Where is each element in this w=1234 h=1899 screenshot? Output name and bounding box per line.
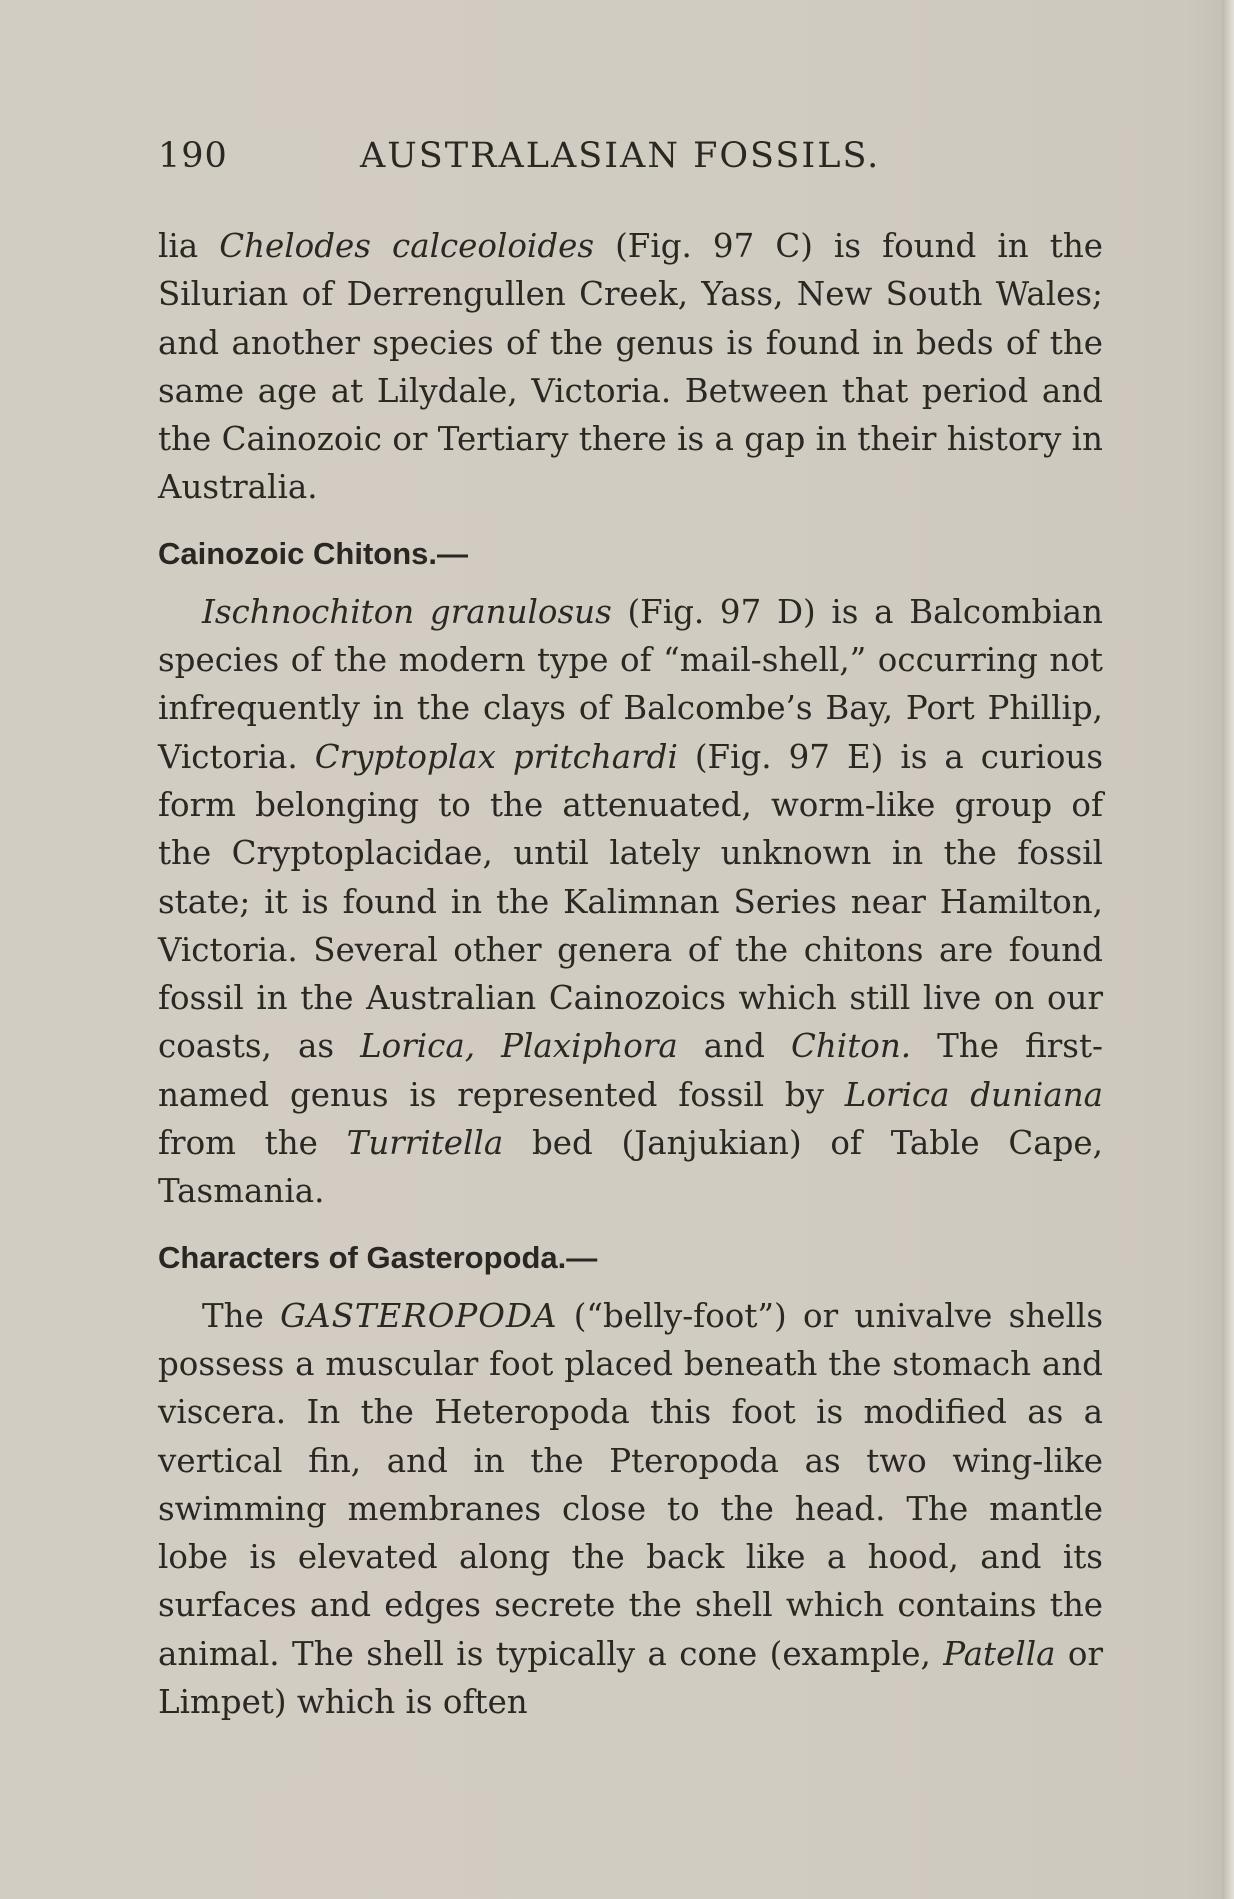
page-content — [158, 222, 1103, 1726]
taxon-name: Chelodes calceoloides — [219, 227, 595, 265]
paragraph-cainozoic-chitons: Ischnochiton granulosus (Fig. 97 D) is a Balcombian species of the modern type of “mail-shell,” occurring not infrequently in the clays of Balcombe’s Bay, Port Phillip, Victoria. Cryptoplax pritchardi (Fig. 97 E) is a curious form belonging to the attenuated, worm-like group of the Cryptoplacidae, until lately unknown in the fossil state; it is found in the Kalimnan Series near Hamilton, Victoria. Several other genera of the chitons are found fossil in the Australian Cainozoics which still live on our coasts, as Lorica, Plaxiphora and Chiton. The first-named genus is represented fossil by Lorica duniana from the Turritella bed (Janjukian) of Table Cape, Tasmania. — [158, 592, 1104, 1211]
page-number: 190 — [158, 136, 228, 176]
taxon-name: Lorica duniana — [844, 1075, 1103, 1114]
page-edge — [1222, 0, 1234, 1899]
taxon-name: Cryptoplax pritchardi — [314, 737, 678, 776]
taxon-name: Ischnochiton granulosus — [202, 592, 612, 631]
taxon-name: Patella — [943, 1634, 1056, 1673]
section-heading-cainozoic-chitons: Cainozoic Chitons.— — [158, 535, 468, 571]
section-heading-gasteropoda: Characters of Gasteropoda.— — [158, 1239, 598, 1275]
running-title: AUSTRALASIAN FOSSILS. — [360, 136, 881, 176]
taxon-name: Chiton. — [791, 1027, 912, 1066]
taxon-name: Lorica, Plaxiphora — [360, 1027, 678, 1066]
running-header — [158, 136, 1118, 180]
taxon-name: GASTEROPODA — [280, 1296, 558, 1335]
paragraph-gasteropoda: The GASTEROPODA (“belly-foot”) or univalve shells possess a muscular foot placed beneath the stomach and viscera. In the Heteropoda this foot is modified as a vertical fin, and in the Pteropoda as two wing-like swimming membranes close to the head. The mantle lobe is elevated along the back like a hood, and its surfaces and edges secrete the shell which contains the animal. The shell is typically a cone (example, Patella or Limpet) which is often — [158, 1296, 1104, 1722]
taxon-name: Turritella — [346, 1124, 504, 1163]
paragraph-chelodes: lia Chelodes calceoloides (Fig. 97 C) is found in the Silurian of Derrengullen Creek, Yass, New South Wales; and another species of the genus is found in beds of the same age at Lilydale, Victoria. Between that period and the Cainozoic or Tertiary there is a gap in their history in Australia. — [158, 227, 1103, 507]
